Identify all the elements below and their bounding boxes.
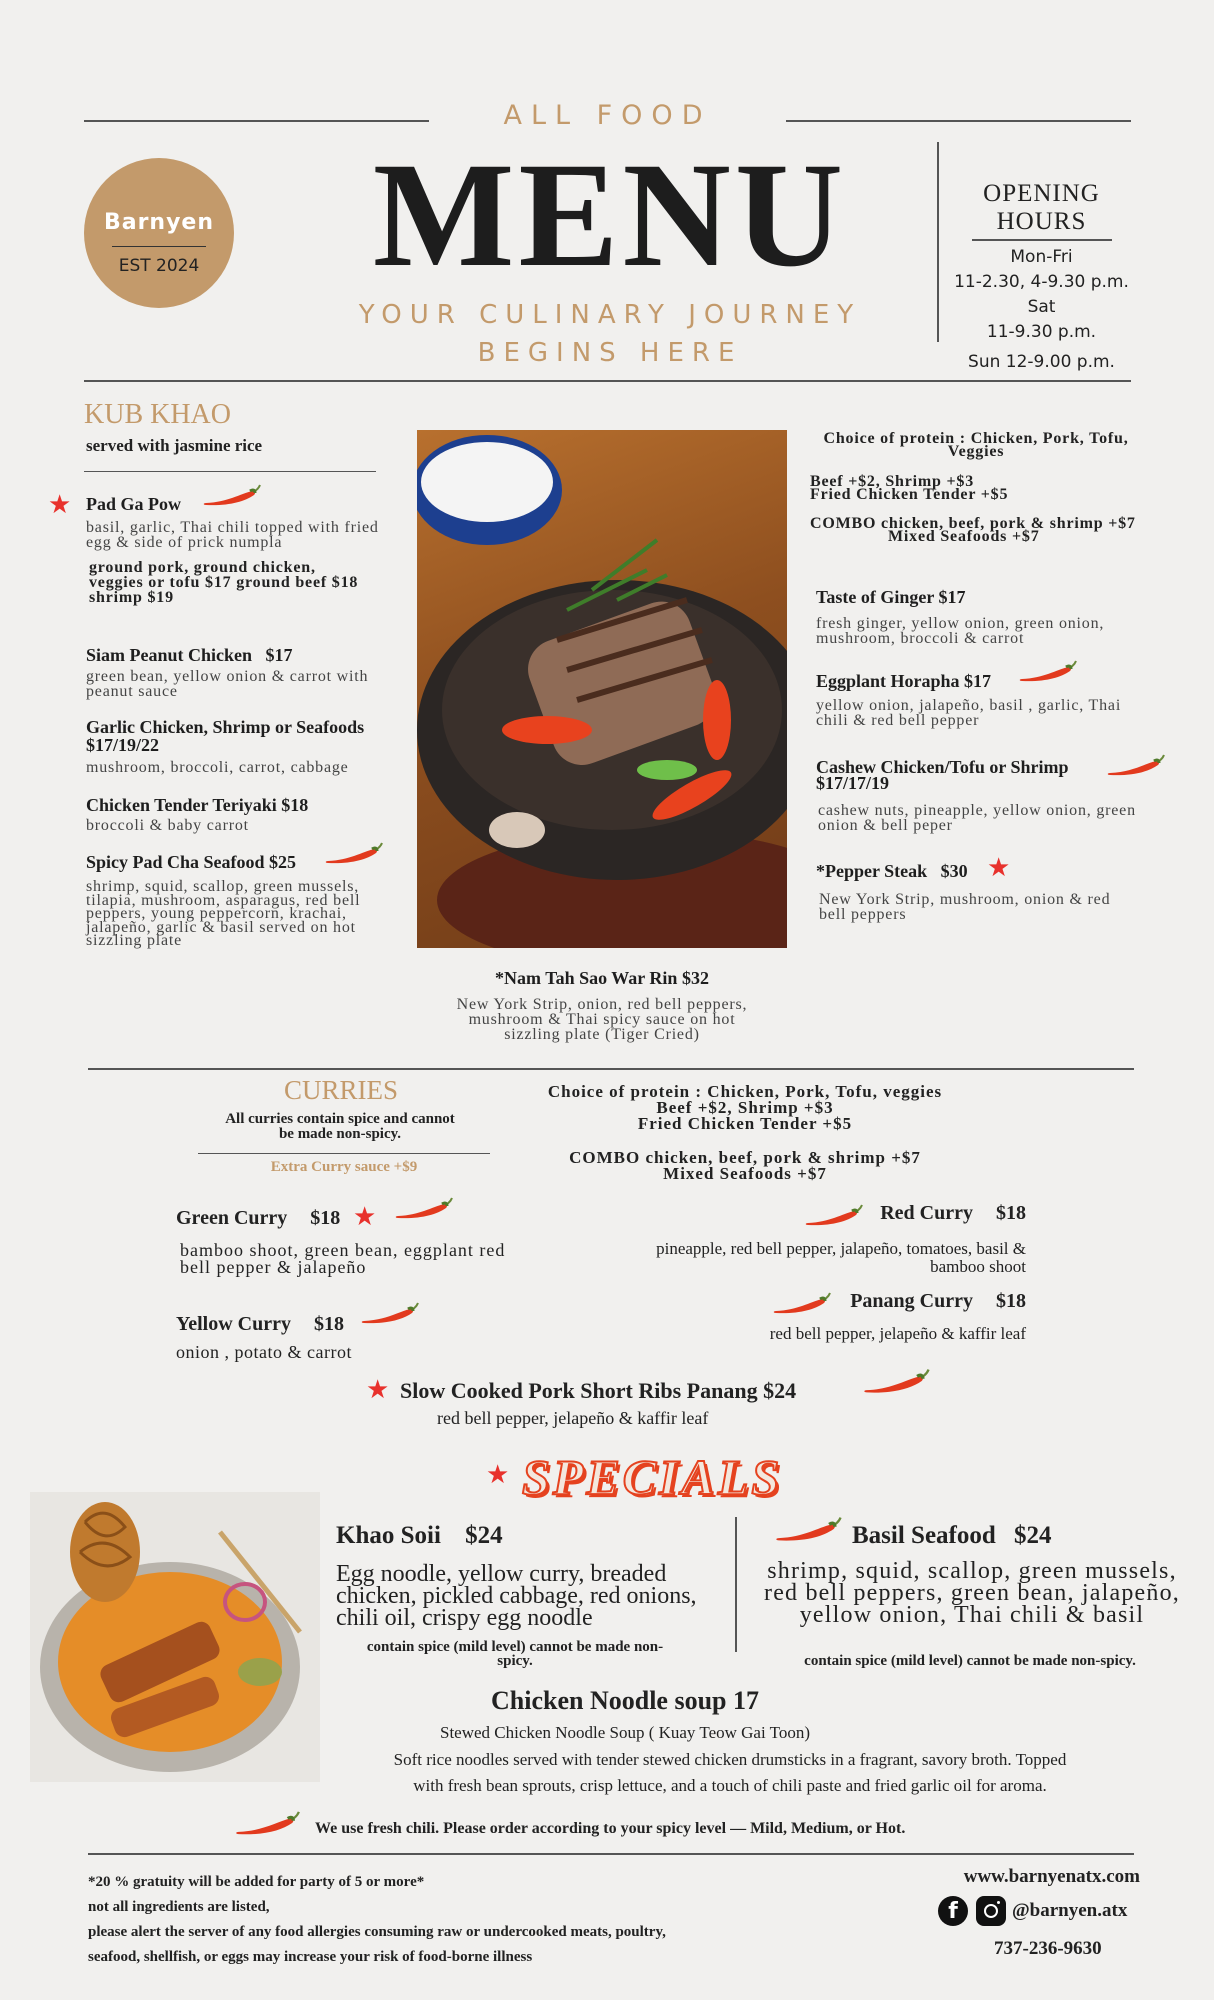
garlic-chicken-desc: mushroom, broccoli, carrot, cabbage — [86, 759, 349, 776]
noodle-soup-desc-2: with fresh bean sprouts, crisp lettuce, and a touch of chili paste and fried garlic oil for aroma. — [413, 1776, 1047, 1795]
phone-number[interactable]: 737-236-9630 — [994, 1938, 1102, 1959]
panang-curry-price: $18 — [996, 1290, 1026, 1312]
basil-seafood-title — [852, 1522, 1052, 1550]
curries-protein-line-1: Choice of protein : Chicken, Pork, Tofu, veggies — [547, 1082, 943, 1101]
red-curry-title — [820, 1202, 1026, 1225]
basil-seafood-note: contain spice (mild level) cannot be made non-spicy. — [804, 1653, 1136, 1669]
chili-icon — [1104, 752, 1174, 778]
pepper-steak-desc: New York Strip, mushroom, onion & red bell peppers — [819, 891, 1111, 923]
allergy-note-2: seafood, shellfish, or eggs may increase your risk of food-borne illness — [88, 1949, 533, 1965]
nam-tah-sao-name: *Nam Tah Sao War Rin $32 — [495, 968, 709, 988]
hours-sun: Sun 12-9.00 p.m. — [968, 352, 1115, 372]
siam-peanut-name: Siam Peanut Chicken $17 — [86, 645, 293, 665]
protein-line-1: Choice of protein : Chicken, Pork, Tofu, Veggies — [823, 430, 1129, 460]
hours-mon-fri-times: 11-2.30, 4-9.30 p.m. — [954, 272, 1129, 292]
protein-line-4: COMBO chicken, beef, pork & shrimp +$7 — [810, 515, 1136, 532]
basil-seafood-desc: shrimp, squid, scallop, green mussels, red bell peppers, green bean, jalapeño, yellow onion, Thai chili & basil — [764, 1558, 1180, 1628]
favorite-star-icon: ★ — [366, 1375, 390, 1404]
spicy-pad-cha-desc: shrimp, squid, scallop, green mussels, tilapia, mushroom, asparagus, red bell peppers, young peppercorn, krachai, jalapeño, garlic & basil served on hot sizzling plate — [86, 878, 361, 949]
taste-of-ginger-desc: fresh ginger, yellow onion, green onion, mushroom, broccoli & carrot — [816, 615, 1105, 647]
favorite-star-icon: ★ — [353, 1202, 377, 1231]
siam-peanut-desc: green bean, yellow onion & carrot with peanut sauce — [86, 668, 369, 700]
khao-soii-photo — [30, 1492, 320, 1782]
social-handle[interactable]: @barnyen.atx — [1012, 1900, 1128, 1921]
pad-ga-pow-prices: ground pork, ground chicken, veggies or tofu $17 ground beef $18 shrimp $19 — [89, 559, 359, 606]
sizzling-steak-photo — [417, 430, 787, 948]
pad-ga-pow-name: Pad Ga Pow — [86, 494, 182, 514]
cashew-chicken-desc: cashew nuts, pineapple, yellow onion, green onion & bell peper — [818, 802, 1136, 834]
chili-icon — [860, 1366, 940, 1396]
curries-protein — [480, 1084, 1010, 1182]
curries-protein-line-3: Fried Chicken Tender +$5 — [637, 1114, 853, 1133]
logo-name: Barnyen — [103, 210, 215, 235]
gratuity-note: *20 % gratuity will be added for party of 5 or more* — [88, 1874, 425, 1890]
hours-mon-fri: Mon-Fri — [1010, 247, 1073, 267]
eggplant-horapha-desc: yellow onion, jalapeño, basil , garlic, Thai chili & red bell pepper — [816, 697, 1122, 729]
instagram-icon[interactable] — [976, 1896, 1006, 1926]
green-curry-name: Green Curry — [176, 1207, 288, 1229]
green-curry-desc: bamboo shoot, green bean, eggplant red bell pepper & jalapeño — [180, 1240, 506, 1277]
garlic-chicken-name: Garlic Chicken, Shrimp or Seafoods $17/19/22 — [86, 717, 365, 755]
opening-hours — [940, 180, 1143, 375]
panang-curry-name: Panang Curry — [850, 1290, 973, 1312]
noodle-soup-desc-1: Soft rice noodles served with tender stewed chicken drumsticks in a fragrant, savory broth. Topped — [393, 1750, 1067, 1769]
pad-ga-pow-desc: basil, garlic, Thai chili topped with fried egg & side of prick numpla — [86, 519, 379, 551]
chili-icon — [1016, 658, 1086, 684]
yellow-curry-name: Yellow Curry — [176, 1313, 291, 1335]
favorite-star-icon: ★ — [987, 853, 1011, 882]
short-ribs-name: Slow Cooked Pork Short Ribs Panang $24 — [400, 1378, 797, 1403]
tagline-line-1: YOUR CULINARY JOURNEY — [358, 300, 862, 330]
curries-protein-line-5: Mixed Seafoods +$7 — [663, 1164, 827, 1183]
chili-icon — [392, 1195, 462, 1221]
kub-khao-subtitle: served with jasmine rice — [86, 436, 263, 455]
panang-curry-title — [820, 1290, 1026, 1313]
hours-title-2: HOURS — [996, 208, 1087, 235]
tagline-line-2: BEGINS HERE — [477, 338, 743, 368]
basil-seafood-name: Basil Seafood — [852, 1522, 996, 1549]
chili-icon — [772, 1514, 852, 1544]
favorite-star-icon: ★ — [48, 490, 72, 519]
chicken-tender-desc: broccoli & baby carrot — [86, 817, 249, 834]
taste-of-ginger-name: Taste of Ginger $17 — [816, 587, 966, 607]
website-link[interactable]: www.barnyenatx.com — [963, 1866, 1140, 1887]
yellow-curry-desc: onion , potato & carrot — [176, 1342, 352, 1362]
kub-khao-title: KUB KHAO — [84, 399, 231, 430]
social-row — [938, 1896, 1127, 1926]
curries-note: All curries contain spice and cannot be made non-spicy. — [225, 1111, 455, 1142]
red-curry-price: $18 — [996, 1202, 1026, 1224]
specials-star-icon: ★ — [486, 1460, 510, 1489]
chili-icon — [200, 482, 270, 508]
all-food-label: ALL FOOD — [503, 100, 712, 131]
red-curry-desc: pineapple, red bell pepper, jalapeño, tomatoes, basil & bamboo shoot — [656, 1239, 1026, 1276]
chili-note: We use fresh chili. Please order according to your spicy level — Mild, Medium, or Hot. — [315, 1820, 906, 1837]
chili-icon — [232, 1808, 310, 1838]
khao-soii-title — [336, 1522, 503, 1550]
basil-seafood-price: $24 — [1014, 1522, 1052, 1549]
chicken-tender-name: Chicken Tender Teriyaki $18 — [86, 795, 309, 815]
curries-title: CURRIES — [283, 1075, 399, 1105]
ingredients-note: not all ingredients are listed, — [88, 1899, 270, 1915]
green-curry-title — [176, 1207, 340, 1230]
cashew-chicken-name: Cashew Chicken/Tofu or Shrimp $17/17/19 — [816, 757, 1069, 793]
chili-icon — [358, 1300, 428, 1326]
menu-title: MENU — [372, 132, 848, 298]
pepper-steak-name: *Pepper Steak $30 — [816, 861, 968, 881]
noodle-soup-name: Chicken Noodle soup 17 — [491, 1686, 759, 1715]
khao-soii-price: $24 — [465, 1522, 503, 1549]
nam-tah-sao-desc: New York Strip, onion, red bell peppers, mushroom & Thai spicy sauce on hot sizzling plate (Tiger Cried) — [456, 996, 748, 1043]
khao-soii-note: contain spice (mild level) cannot be made non-spicy. — [366, 1639, 664, 1669]
protein-line-3: Fried Chicken Tender +$5 — [810, 486, 1009, 503]
footer-notes — [88, 1870, 848, 1970]
khao-soii-desc: Egg noodle, yellow curry, breaded chicken, pickled cabbage, red onions, chili oil, crispy egg noodle — [336, 1561, 697, 1631]
eggplant-horapha-name: Eggplant Horapha $17 — [816, 671, 992, 691]
panang-curry-desc: red bell pepper, jelapeño & kaffir leaf — [769, 1324, 1026, 1343]
logo — [84, 158, 234, 308]
curries-protein-line-4: COMBO chicken, beef, pork & shrimp +$7 — [569, 1148, 921, 1167]
protein-line-2: Beef +$2, Shrimp +$3 — [810, 473, 975, 490]
allergy-note-1: please alert the server of any food allergies consuming raw or undercooked meats, poultry, — [88, 1924, 666, 1940]
specials-title: SPECIALS — [522, 1449, 783, 1505]
chili-icon — [322, 840, 392, 866]
hours-sat: Sat — [1027, 297, 1056, 317]
logo-est: EST 2024 — [118, 256, 200, 276]
extra-curry-sauce: Extra Curry sauce +$9 — [270, 1159, 418, 1175]
yellow-curry-title — [176, 1313, 344, 1336]
spicy-pad-cha-name: Spicy Pad Cha Seafood $25 — [86, 852, 297, 872]
green-curry-price: $18 — [310, 1207, 341, 1229]
protein-line-5: Mixed Seafoods +$7 — [888, 528, 1040, 545]
hours-sat-times: 11-9.30 p.m. — [986, 322, 1097, 342]
khao-soii-name: Khao Soii — [336, 1522, 441, 1549]
curries-protein-line-2: Beef +$2, Shrimp +$3 — [656, 1098, 834, 1117]
short-ribs-desc: red bell pepper, jelapeño & kaffir leaf — [437, 1408, 709, 1428]
noodle-soup-subtitle: Stewed Chicken Noodle Soup ( Kuay Teow Gai Toon) — [440, 1723, 810, 1742]
facebook-icon[interactable]: f — [938, 1896, 968, 1926]
red-curry-name: Red Curry — [880, 1202, 973, 1224]
kub-khao-protein — [806, 432, 1146, 458]
hours-title-1: OPENING — [983, 180, 1100, 207]
yellow-curry-price: $18 — [313, 1313, 344, 1335]
